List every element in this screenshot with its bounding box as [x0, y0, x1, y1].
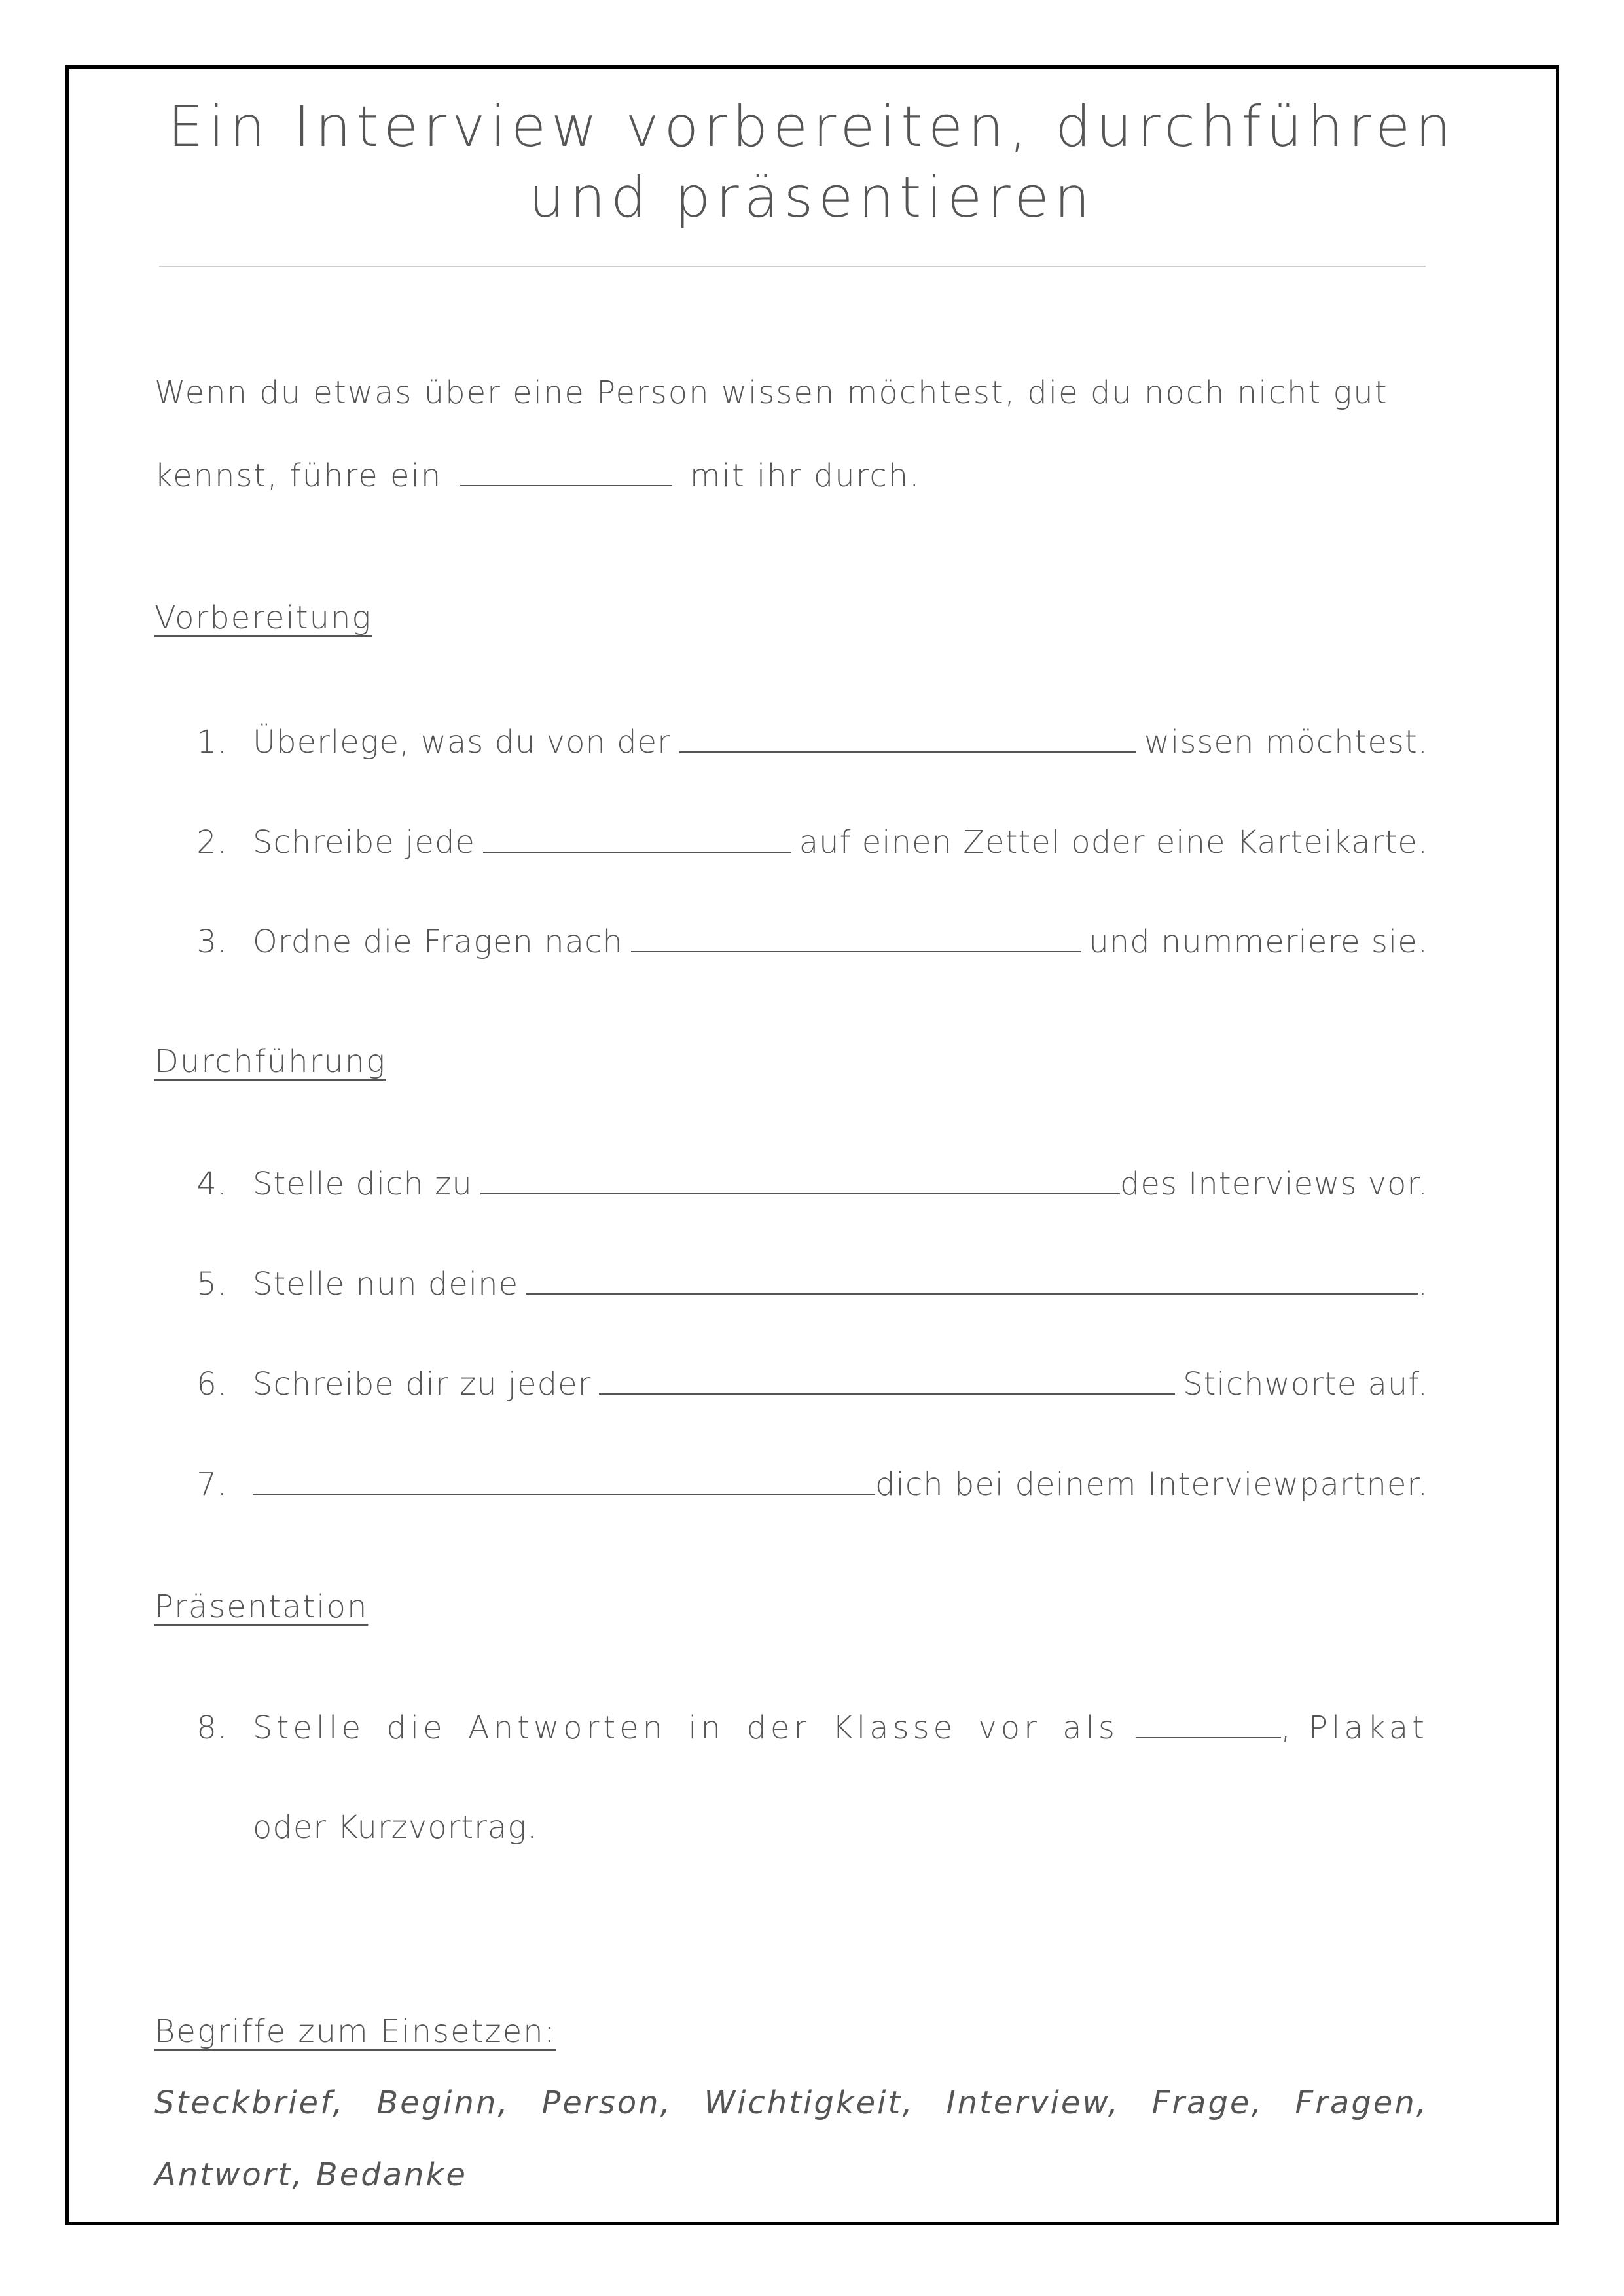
- task-text-after: dich bei deinem Interviewpartner.: [875, 1466, 1428, 1503]
- title-divider: [159, 266, 1426, 267]
- task-text-after: auf einen Zettel oder eine Karteikarte.: [799, 824, 1428, 861]
- task-text-after: Stichworte auf.: [1183, 1366, 1428, 1403]
- task-text-before: Stelle die Antworten in der Klasse vor als: [253, 1710, 1119, 1746]
- task-text-after: wissen möchtest.: [1144, 724, 1428, 761]
- task-blank[interactable]: [480, 1167, 1120, 1194]
- task-number: 7.: [196, 1466, 228, 1503]
- intro-line-2: [154, 455, 1428, 494]
- task-blank[interactable]: [679, 725, 1136, 753]
- task-row-8: [154, 1710, 1428, 1749]
- task-blank[interactable]: [631, 925, 1081, 952]
- page-title: [0, 92, 1624, 233]
- task-row-8-continuation: [154, 1809, 1428, 1848]
- task-number: 1.: [196, 724, 228, 761]
- task-number: 2.: [196, 824, 228, 861]
- task-number: 4.: [196, 1166, 228, 1202]
- task-row-4: [154, 1166, 1428, 1205]
- word-bank-heading: Begriffe zum Einsetzen:: [154, 2013, 556, 2050]
- intro-line-1: Wenn du etwas über eine Person wissen möchtest, die du noch nicht gut: [154, 374, 1388, 411]
- task-number: 5.: [196, 1266, 228, 1302]
- intro-text-before: kennst, führe ein: [154, 457, 442, 494]
- task-blank[interactable]: [483, 825, 791, 853]
- task-blank[interactable]: [599, 1367, 1175, 1395]
- task-row-5: [154, 1266, 1428, 1305]
- intro-text-after: mit ihr durch.: [689, 457, 921, 494]
- task-blank[interactable]: [1136, 1711, 1281, 1738]
- task-blank[interactable]: [526, 1267, 1418, 1295]
- section-heading-preparation: Vorbereitung: [154, 600, 372, 636]
- section-heading-presentation: Präsentation: [154, 1588, 369, 1625]
- task-text-before: Überlege, was du von der: [253, 724, 671, 761]
- task-row-3: [154, 924, 1428, 963]
- task-text-after: , Plakat: [1280, 1710, 1428, 1746]
- task-text-before: Stelle dich zu: [253, 1166, 473, 1202]
- task-number: 3.: [196, 924, 228, 960]
- title-line-2: und präsentieren: [528, 165, 1096, 230]
- task-row-7: [154, 1466, 1428, 1505]
- section-heading-execution: Durchführung: [154, 1043, 386, 1080]
- task-row-6: [154, 1366, 1428, 1405]
- task-number: 8.: [196, 1710, 228, 1746]
- word-bank-terms: Steckbrief, Beginn, Person, Wichtigkeit, Interview, Frage, Fragen, Antwort, Bedanke: [154, 2085, 1428, 2193]
- task-row-1: [154, 724, 1428, 763]
- task-row-2: [154, 824, 1428, 863]
- task-text-before: Schreibe jede: [253, 824, 475, 861]
- task-number: 6.: [196, 1366, 228, 1403]
- intro-blank[interactable]: [460, 455, 672, 486]
- task-text-before: Ordne die Fragen nach: [253, 924, 623, 960]
- task-blank[interactable]: [253, 1467, 875, 1495]
- task-text-after: des Interviews vor.: [1119, 1166, 1428, 1202]
- task-text-after: .: [1417, 1266, 1428, 1302]
- task-text-before: Schreibe dir zu jeder: [253, 1366, 592, 1403]
- task-text-before: Stelle nun deine: [253, 1266, 519, 1302]
- task-text-after: und nummeriere sie.: [1089, 924, 1428, 960]
- task-text-continuation: oder Kurzvortrag.: [253, 1809, 538, 1846]
- title-line-1: Ein Interview vorbereiten, durchführen: [168, 94, 1456, 160]
